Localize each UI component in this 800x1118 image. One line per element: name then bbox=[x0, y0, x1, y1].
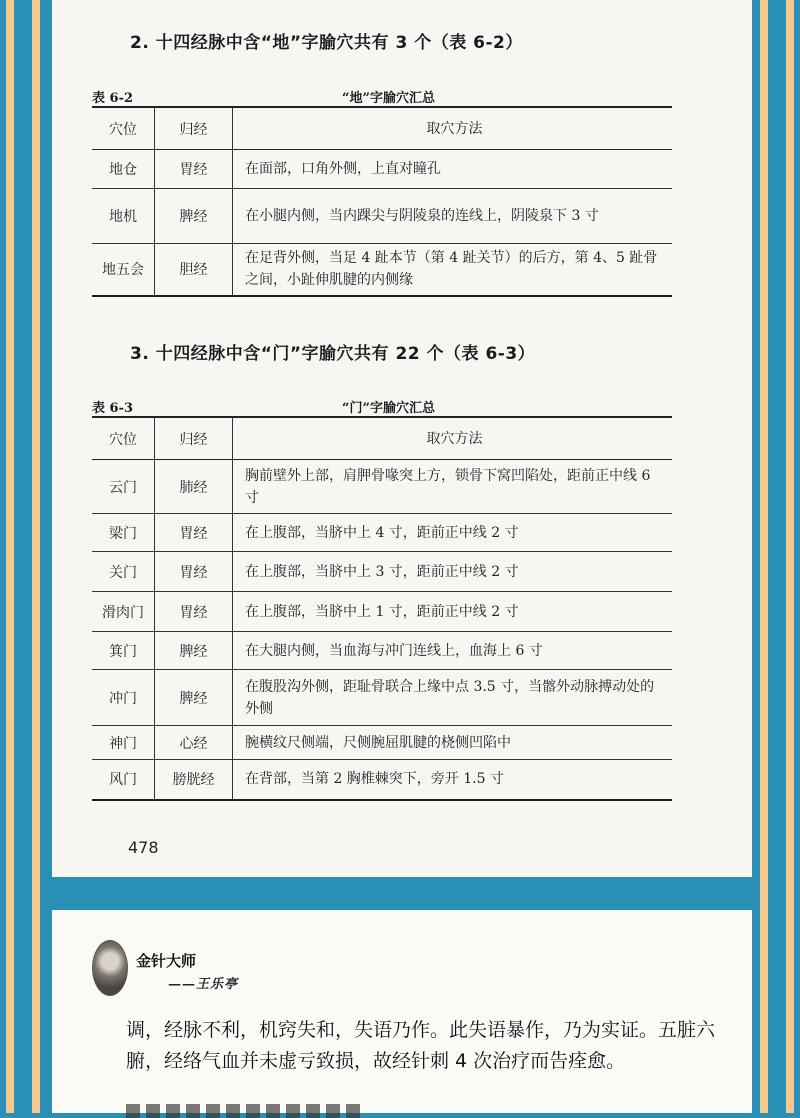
section-heading-3: 3. 十四经脉中含“门”字腧穴共有 22 个（表 6-3） bbox=[130, 344, 536, 364]
table-6-3 bbox=[92, 416, 672, 801]
cell-meridian: 胃经 bbox=[155, 150, 233, 189]
cell-point-name: 梁门 bbox=[92, 514, 155, 552]
cell-point-name: 滑肉门 bbox=[92, 592, 155, 632]
frame-stripe-right-inner bbox=[760, 0, 768, 1113]
cell-location-method: 在小腿内侧，当内踝尖与阴陵泉的连线上，阴陵泉下 3 寸 bbox=[233, 189, 673, 244]
book-page-lower bbox=[52, 910, 752, 1113]
table-header-row bbox=[92, 417, 672, 460]
table-row bbox=[92, 592, 672, 632]
cell-meridian: 肺经 bbox=[155, 460, 233, 514]
series-brand-title: 金针大师 bbox=[136, 952, 197, 970]
table-title: “地”字腧穴汇总 bbox=[342, 91, 435, 106]
table-row bbox=[92, 760, 672, 800]
cell-point-name: 关门 bbox=[92, 552, 155, 592]
cell-meridian: 膀胱经 bbox=[155, 760, 233, 800]
cropped-next-line bbox=[126, 1104, 366, 1118]
author-signature: ——王乐亭 bbox=[168, 977, 239, 992]
table-row bbox=[92, 726, 672, 760]
table-row bbox=[92, 150, 672, 189]
table-number: 表 6-3 bbox=[92, 401, 134, 416]
section-heading-2: 2. 十四经脉中含“地”字腧穴共有 3 个（表 6-2） bbox=[130, 33, 523, 53]
table-header-row bbox=[92, 107, 672, 150]
frame-stripe-left-inner bbox=[32, 0, 40, 1113]
cell-point-name: 神门 bbox=[92, 726, 155, 760]
table-title: “门”字腧穴汇总 bbox=[342, 401, 435, 416]
table-row bbox=[92, 632, 672, 670]
cell-point-name: 地机 bbox=[92, 189, 155, 244]
col-header-meridian: 归经 bbox=[155, 107, 233, 150]
page-number: 478 bbox=[128, 838, 159, 857]
table-row bbox=[92, 460, 672, 514]
table-row bbox=[92, 244, 672, 296]
col-header-point: 穴位 bbox=[92, 417, 155, 460]
cell-point-name: 风门 bbox=[92, 760, 155, 800]
cell-location-method: 在上腹部，当脐中上 4 寸，距前正中线 2 寸 bbox=[233, 514, 673, 552]
table-row bbox=[92, 514, 672, 552]
cell-point-name: 箕门 bbox=[92, 632, 155, 670]
cell-location-method: 在大腿内侧，当血海与冲门连线上，血海上 6 寸 bbox=[233, 632, 673, 670]
table-row bbox=[92, 189, 672, 244]
cell-meridian: 脾经 bbox=[155, 632, 233, 670]
col-header-point: 穴位 bbox=[92, 107, 155, 150]
author-portrait-icon bbox=[92, 940, 128, 996]
cell-meridian: 胃经 bbox=[155, 514, 233, 552]
cell-location-method: 在面部，口角外侧，上直对瞳孔 bbox=[233, 150, 673, 189]
cell-meridian: 脾经 bbox=[155, 189, 233, 244]
cell-location-method: 胸前壁外上部，肩胛骨喙突上方，锁骨下窝凹陷处，距前正中线 6 寸 bbox=[233, 460, 673, 514]
body-paragraph: 调，经脉不利，机窍失和，失语乃作。此失语暴作，乃为实证。五脏六腑，经络气血并未虚亏致损，故经针刺 4 次治疗而告痊愈。 bbox=[126, 1019, 716, 1072]
cell-point-name: 云门 bbox=[92, 460, 155, 514]
cell-point-name: 冲门 bbox=[92, 670, 155, 726]
table-6-2 bbox=[92, 106, 672, 297]
cell-location-method: 在腹股沟外侧，距耻骨联合上缘中点 3.5 寸，当髂外动脉搏动处的外侧 bbox=[233, 670, 673, 726]
col-header-method: 取穴方法 bbox=[233, 107, 673, 150]
table-row bbox=[92, 670, 672, 726]
col-header-meridian: 归经 bbox=[155, 417, 233, 460]
frame-stripe-left-outer bbox=[6, 0, 14, 1113]
table-number: 表 6-2 bbox=[92, 91, 134, 106]
cell-location-method: 在足背外侧，当足 4 趾本节（第 4 趾关节）的后方，第 4、5 趾骨之间，小趾伸肌腱的内侧缘 bbox=[233, 244, 673, 296]
cell-point-name: 地五会 bbox=[92, 244, 155, 296]
table-row bbox=[92, 552, 672, 592]
cell-meridian: 脾经 bbox=[155, 670, 233, 726]
cell-meridian: 胃经 bbox=[155, 552, 233, 592]
cell-location-method: 在上腹部，当脐中上 3 寸，距前正中线 2 寸 bbox=[233, 552, 673, 592]
cell-point-name: 地仓 bbox=[92, 150, 155, 189]
cell-location-method: 腕横纹尺侧端，尺侧腕屈肌腱的桡侧凹陷中 bbox=[233, 726, 673, 760]
cell-location-method: 在上腹部，当脐中上 1 寸，距前正中线 2 寸 bbox=[233, 592, 673, 632]
cell-meridian: 胃经 bbox=[155, 592, 233, 632]
cell-meridian: 心经 bbox=[155, 726, 233, 760]
col-header-method: 取穴方法 bbox=[233, 417, 673, 460]
frame-stripe-right-outer bbox=[786, 0, 794, 1113]
cell-meridian: 胆经 bbox=[155, 244, 233, 296]
cell-location-method: 在背部，当第 2 胸椎棘突下，旁开 1.5 寸 bbox=[233, 760, 673, 800]
